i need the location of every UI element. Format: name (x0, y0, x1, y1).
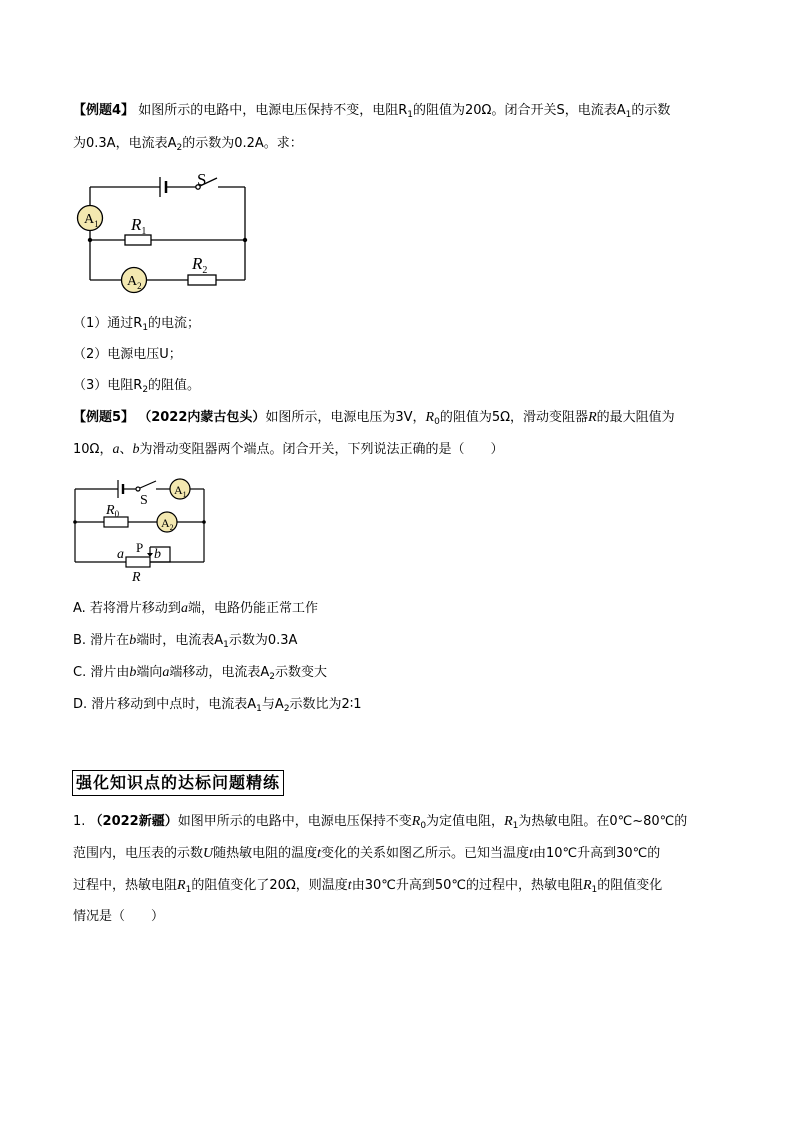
r0-sub: 0 (114, 509, 120, 519)
opt-text: 端时，电流表A (136, 633, 224, 648)
meter-sub: 2 (137, 281, 142, 291)
sub: 2 (142, 385, 149, 395)
p-label: P (136, 540, 144, 555)
opt-text: B. 滑片在 (73, 633, 130, 648)
r0-label: R (106, 503, 115, 518)
circuit-diagram-1 (70, 165, 260, 300)
ex4-text: 的示数为0.2A。求： (182, 136, 303, 151)
q1-text: 变化的关系如图乙所示。已知当温度 (321, 846, 530, 861)
junction-dot (202, 520, 206, 524)
q-text: 的阻值。 (148, 378, 201, 393)
ex4-text: 的阻值为20Ω。闭合开关S，电流表A (412, 103, 626, 118)
meter-label: A (161, 516, 170, 530)
junction-dot (88, 238, 92, 242)
ex5-option-d (73, 696, 361, 714)
ex4-text: 如图所示的电路中，电源电压保持不变，电阻R (138, 103, 408, 118)
meter-label: A (174, 483, 183, 497)
ex5-text: 如图所示，电源电压为3V， (265, 410, 426, 425)
sub: 1 (512, 821, 519, 831)
sub: 0 (434, 417, 440, 427)
meter-sub: 1 (182, 490, 187, 499)
q1-text: 过程中，热敏电阻 (73, 878, 178, 893)
sub: 1 (407, 110, 413, 120)
resistor-r1 (125, 235, 151, 245)
q1-text: 范围内，电压表的示数 (73, 846, 204, 861)
a-label: a (117, 547, 124, 562)
var-t: t (529, 846, 533, 861)
opt-text: 端移动，电流表A (169, 665, 270, 680)
ex5-option-a (73, 600, 318, 618)
var-r1: R (582, 878, 592, 893)
section-title: 强化知识点的达标问题精练 (72, 770, 284, 796)
r1-sub: 1 (141, 226, 147, 237)
var-t: t (347, 878, 352, 893)
ex5-option-b (73, 632, 297, 650)
q1-text: 为定值电阻， (426, 814, 505, 829)
ex4-question-2 (73, 346, 182, 364)
ex5-source: （2022内蒙古包头） (138, 410, 266, 425)
ex5-text: 、 (119, 442, 133, 457)
svg-text:R1 (130, 215, 146, 237)
junction-dot (243, 238, 247, 242)
ex5-text: 为滑动变阻器两个端点。闭合开关，下列说法正确的是（ ） (139, 442, 504, 457)
b-label: b (154, 547, 161, 562)
meter-label: A (84, 212, 95, 227)
sub: 1 (256, 704, 262, 714)
var-u: U (203, 846, 214, 861)
ex5-stem-line1 (73, 409, 675, 427)
q-text: （2）电源电压U； (73, 347, 182, 362)
var-b: b (129, 665, 137, 680)
ex4-question-3 (73, 377, 200, 395)
q1-line4 (73, 908, 164, 926)
ex4-text: 的示数 (631, 103, 671, 118)
q1-line1 (73, 813, 687, 831)
sub: 1 (142, 323, 149, 333)
var-r0: R (425, 410, 435, 425)
opt-text: 与A (261, 697, 284, 712)
var-r: R (588, 410, 597, 425)
sub: 2 (176, 143, 183, 153)
ex4-stem-line2 (73, 135, 303, 153)
opt-text: 端向 (136, 665, 163, 680)
opt-text: C. 滑片由 (73, 665, 130, 680)
svg-text:R2 (191, 254, 207, 276)
switch-label: S (140, 493, 148, 508)
var-b: b (129, 633, 137, 648)
sub: 1 (223, 640, 229, 650)
opt-text: 端，电路仍能正常工作 (187, 601, 318, 616)
q1-source: （2022新疆） (89, 814, 178, 829)
var-t: t (317, 846, 322, 861)
q1-text: 的阻值变化 (597, 878, 663, 893)
sub: 1 (591, 885, 598, 895)
ex5-option-c (73, 664, 327, 682)
meter-sub: 1 (94, 219, 99, 229)
var-r1: R (177, 878, 186, 893)
q1-text: 随热敏电阻的温度 (213, 846, 318, 861)
opt-text: 示数比为2∶1 (289, 697, 362, 712)
r2-sub: 2 (202, 265, 208, 276)
ex5-stem-line2 (73, 441, 504, 459)
ex4-question-1 (73, 315, 200, 333)
ex4-stem-line1 (73, 102, 670, 120)
meter-sub: 2 (169, 523, 174, 532)
q1-text: 由10℃升高到30℃的 (532, 846, 661, 861)
switch-label: S (197, 170, 207, 189)
opt-text: D. 滑片移动到中点时，电流表A (73, 697, 257, 712)
sub: 2 (269, 672, 275, 682)
sub: 1 (185, 885, 192, 895)
var-a: a (162, 665, 170, 680)
r1-label: R (131, 215, 142, 234)
ex5-tag: 【例题5】 (73, 410, 135, 425)
ex4-tag: 【例题4】 (73, 103, 135, 118)
q1-text: 由30℃升高到50℃的过程中，热敏电阻 (351, 878, 583, 893)
q1-number: 1. (73, 814, 86, 829)
sub: 0 (420, 821, 427, 831)
svg-text:R0 (105, 503, 120, 519)
q1-line2 (73, 845, 660, 863)
meter-label: A (127, 274, 138, 289)
q1-text: 为热敏电阻。在0℃~80℃的 (518, 814, 688, 829)
var-r0: R (411, 814, 421, 829)
junction-dot (73, 520, 77, 524)
switch-pivot (136, 487, 140, 491)
r-label: R (132, 570, 141, 585)
var-r1: R (504, 814, 513, 829)
opt-text: 示数为0.3A (228, 633, 298, 648)
q1-text: 情况是（ ） (73, 909, 165, 924)
opt-text: 示数变大 (275, 665, 328, 680)
ex5-text: 10Ω， (73, 442, 113, 457)
r2-label: R (192, 254, 203, 273)
rheostat-r (126, 557, 150, 567)
resistor-r2 (188, 275, 216, 285)
q1-text: 如图甲所示的电路中，电源电压保持不变 (177, 814, 412, 829)
ex5-text: 的阻值为5Ω，滑动变阻器 (439, 410, 589, 425)
q-text: 的电流； (148, 316, 201, 331)
var-a: a (180, 601, 188, 616)
q1-line3 (73, 877, 662, 895)
q-text: （3）电阻R (73, 378, 143, 393)
q-text: （1）通过R (73, 316, 143, 331)
sub: 2 (283, 704, 290, 714)
q1-text: 的阻值变化了20Ω，则温度 (191, 878, 348, 893)
ex5-text: 的最大阻值为 (596, 410, 675, 425)
sub: 1 (625, 110, 632, 120)
switch-blade (140, 481, 156, 488)
ex4-text: 为0.3A，电流表A (73, 136, 177, 151)
var-b: b (132, 442, 140, 457)
var-a: a (112, 442, 120, 457)
opt-text: A. 若将滑片移动到 (73, 601, 181, 616)
circuit-diagram-2 (70, 474, 220, 584)
